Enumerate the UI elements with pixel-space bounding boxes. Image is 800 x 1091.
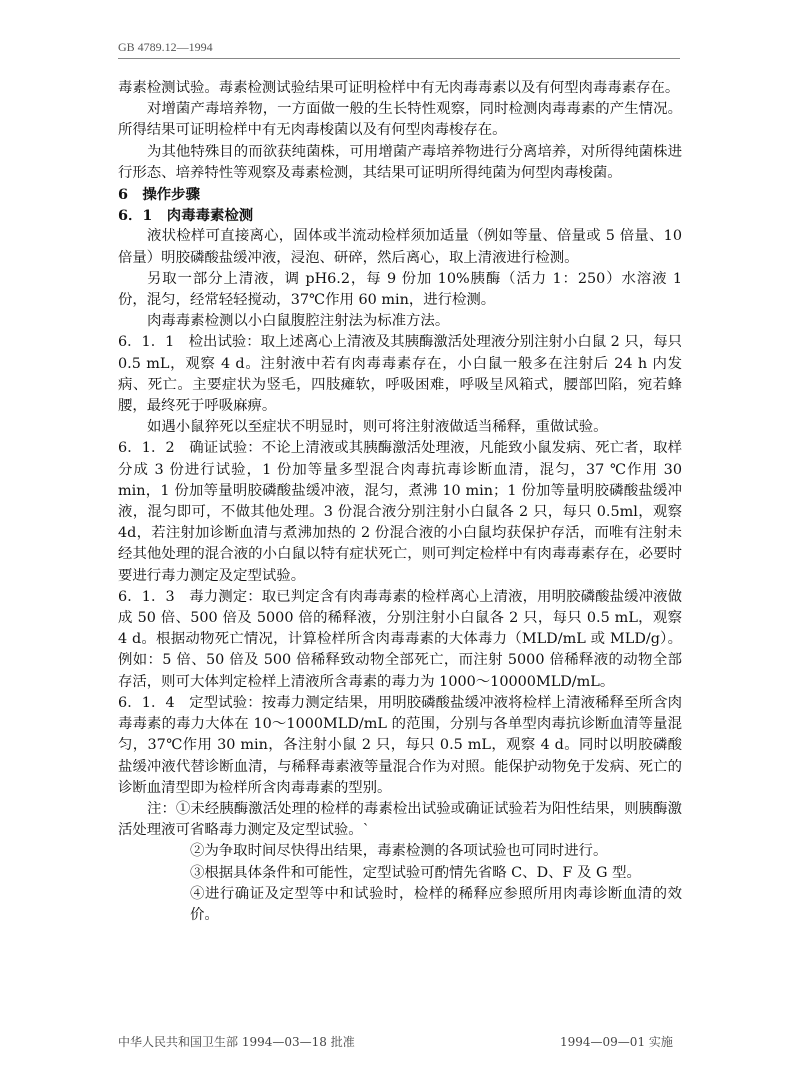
note-3: ③根据具体条件和可能性，定型试验可酌情先省略 C、D、F 及 G 型。 [190, 864, 641, 881]
paragraph: 毒素检测试验。毒素检测试验结果可证明检样中有无肉毒毒素以及有何型肉毒毒素存在。 [118, 80, 680, 96]
approval-note: 中华人民共和国卫生部 1994—03—18 批准 [118, 1035, 355, 1049]
clause-6-1-3: 6．1．3 毒力测定：取已判定含有肉毒毒素的检样离心上清液，用明胶磷酸盐缓冲液做成 50 倍、500 倍及 5000 倍的稀释液，分别注射小白鼠各 2 只，每只 0.5 mL，观察 4 d。根据动物死亡情况，计算检样所含肉毒毒素的大体毒力（MLD/mL 或 MLD/g）。例如：5 倍、50 倍及 500 倍稀释致动物全部死亡，而注射 5000 倍稀释液的动物全部存活，则可大体判定检样上清液所含毒素的毒力为 1000～10000MLD/mL。 [118, 588, 682, 690]
section-heading: 6 操作步骤 [118, 186, 200, 204]
note-4: ④进行确证及定型等中和试验时，检样的稀释应参照所用肉毒诊断血清的效价。 [190, 885, 682, 923]
paragraph: 如遇小鼠猝死以至症状不明显时，则可将注射液做适当稀释，重做试验。 [147, 419, 608, 436]
header-divider [118, 58, 680, 59]
document-body [118, 78, 682, 926]
paragraph: 为其他特殊目的而欲获纯菌株，可用增菌产毒培养物进行分离培养，对所得纯菌株进行形态、培养特性等观察及毒素检测，其结果可证明所得纯菌为何型肉毒梭菌。 [118, 143, 682, 181]
paragraph: 液状检样可直接离心，固体或半流动检样须加适量（例如等量、倍量或 5 倍量、10 倍量）明胶磷酸盐缓冲液，浸泡、研碎，然后离心，取上清液进行检测。 [118, 228, 682, 266]
paragraph: 肉毒毒素检测以小白鼠腹腔注射法为标准方法。 [147, 313, 450, 330]
standard-code: GB 4789.12—1994 [118, 40, 213, 54]
subsection-heading: 6．1 肉毒毒素检测 [118, 207, 254, 225]
paragraph: 对增菌产毒培养物，一方面做一般的生长特性观察，同时检测肉毒毒素的产生情况。所得结果可证明检样中有无肉毒梭菌以及有何型肉毒梭存在。 [118, 101, 682, 139]
clause-6-1-2: 6．1．2 确证试验：不论上清液或其胰酶激活处理液，凡能致小鼠发病、死亡者，取样分成 3 份进行试验，1 份加等量多型混合肉毒抗毒诊断血清，混匀，37 ℃作用 30 min，1 份加等量明胶磷酸盐缓冲液，混匀，煮沸 10 min；1 份加等量明胶磷酸盐缓冲液，混匀即可，不做其他处理。3 份混合液分别注射小白鼠各 2 只，每只 0.5ml，观察 4d，若注射加诊断血清与煮沸加热的 2 份混合液的小白鼠均获保护存活，而唯有注射未经其他处理的混合液的小白鼠以特有症状死亡，则可判定检样中有肉毒毒素存在，必要时要进行毒力测定及定型试验。 [118, 440, 682, 584]
implementation-date: 1994—09—01 实施 [560, 1035, 673, 1049]
clause-6-1-1: 6．1．1 检出试验：取上述离心上清液及其胰酶激活处理液分别注射小白鼠 2 只，每只 0.5 mL，观察 4 d。注射液中若有肉毒毒素存在，小白鼠一般多在注射后 24 h 内发病、死亡。主要症状为竖毛，四肢瘫软，呼吸困难，呼吸呈风箱式，腰部凹陷，宛若蜂腰，最终死于呼吸麻痹。 [118, 334, 682, 415]
note-2: ②为争取时间尽快得出结果，毒素检测的各项试验也可同时进行。 [190, 843, 608, 860]
clause-6-1-4: 6．1．4 定型试验：按毒力测定结果，用明胶磷酸盐缓冲液将检样上清液稀释至所含肉毒毒素的毒力大体在 10～1000MLD/mL 的范围，分别与各单型肉毒抗诊断血清等量混匀，37℃作用 30 min，各注射小鼠 2 只，每只 0.5 mL，观察 4 d。同时以明胶磷酸盐缓冲液代替诊断血清，与稀释毒素液等量混合作为对照。能保护动物免于发病、死亡的诊断血清型即为检样所含肉毒毒素的型别。 [118, 694, 682, 796]
note-1: 注：①未经胰酶激活处理的检样的毒素检出试验或确证试验若为阳性结果，则胰酶激活处理液可省略毒力测定及定型试验。` [118, 800, 682, 839]
paragraph: 另取一部分上清液，调 pH6.2，每 9 份加 10%胰酶（活力 1：250）水溶液 1 份，混匀，经常轻轻搅动，37℃作用 60 min，进行检测。 [118, 270, 682, 309]
